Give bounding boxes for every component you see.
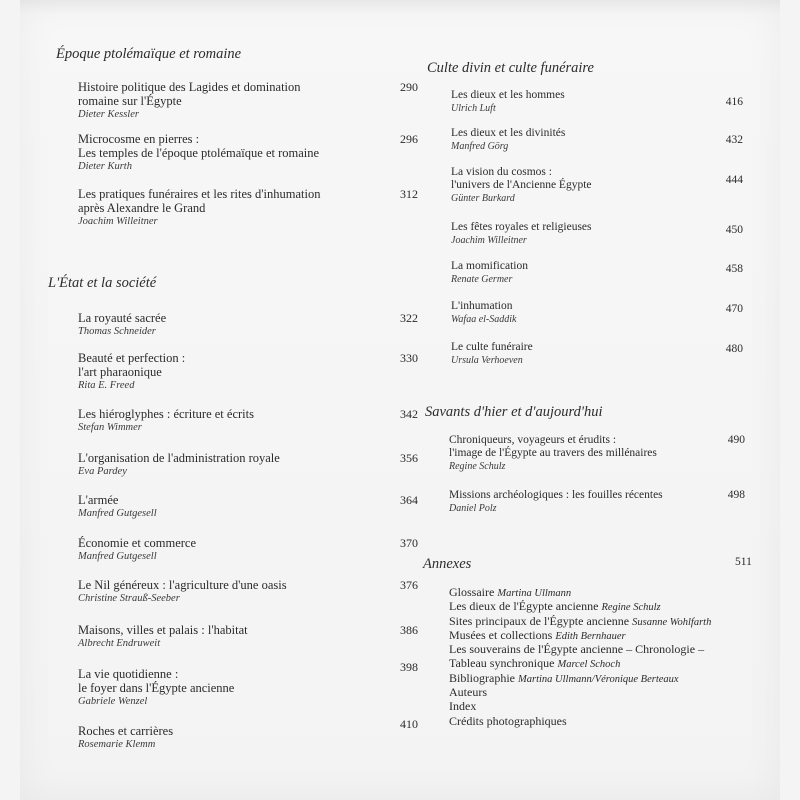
section-title: Savants d'hier et d'aujourd'hui bbox=[425, 404, 603, 420]
page-number: 480 bbox=[725, 343, 743, 355]
list-item: Index bbox=[449, 699, 477, 714]
toc-entry: Maisons, villes et palais : l'habitat Albrecht Endruweit 386 bbox=[78, 623, 418, 649]
list-item: Les dieux de l'Égypte ancienne Regine Schulz bbox=[449, 599, 661, 614]
list-item: Glossaire Martina Ullmann bbox=[449, 585, 572, 599]
page-number: 342 bbox=[400, 407, 418, 421]
section-title: Culte divin et culte funéraire bbox=[427, 60, 594, 76]
list-item: Crédits photographiques bbox=[449, 713, 567, 728]
toc-entry: Le culte funéraire Ursula Verhoeven 480 bbox=[451, 341, 743, 366]
page-number: 490 bbox=[727, 434, 745, 446]
page-number: 470 bbox=[725, 303, 743, 315]
section-title: Annexes bbox=[423, 556, 472, 572]
page-number: 458 bbox=[725, 263, 743, 275]
toc-entry: Histoire politique des Lagides et domination romaine sur l'Égypte Dieter Kessler 290 bbox=[78, 80, 418, 120]
toc-entry: La momification Renate Germer 458 bbox=[451, 260, 743, 285]
toc-entry: Les dieux et les divinités Manfred Görg 432 bbox=[451, 127, 743, 152]
section-title: L'État et la société bbox=[48, 275, 157, 291]
toc-entry: L'inhumation Wafaa el-Saddik 470 bbox=[451, 300, 743, 325]
page-number: 498 bbox=[727, 489, 745, 501]
page-number: 398 bbox=[400, 660, 418, 674]
toc-entry: Les pratiques funéraires et les rites d'inhumation après Alexandre le Grand Joachim Willeitner 312 bbox=[78, 187, 418, 227]
toc-entry: Missions archéologiques : les fouilles récentes Daniel Polz 498 bbox=[449, 489, 745, 514]
page-number: 450 bbox=[725, 224, 743, 236]
toc-entry: Les dieux et les hommes Ulrich Luft 416 bbox=[451, 89, 743, 114]
toc-entry: Roches et carrières Rosemarie Klemm 410 bbox=[78, 717, 418, 750]
page-number: 364 bbox=[400, 493, 418, 507]
section-title: Époque ptolémaïque et romaine bbox=[56, 46, 242, 62]
page-number: 410 bbox=[400, 717, 418, 731]
page-number: 312 bbox=[400, 187, 418, 201]
list-item: Sites principaux de l'Égypte ancienne Susanne Wohlfarth bbox=[449, 613, 712, 628]
page-number: 370 bbox=[400, 536, 418, 550]
page-number: 356 bbox=[400, 451, 418, 465]
page-number: 432 bbox=[725, 134, 743, 146]
toc-entry: Économie et commerce Manfred Gutgesell 370 bbox=[78, 536, 418, 562]
page-number: 322 bbox=[400, 311, 418, 325]
page-number: 290 bbox=[400, 80, 418, 94]
page-number: 416 bbox=[725, 96, 743, 108]
toc-entry: L'armée Manfred Gutgesell 364 bbox=[78, 493, 418, 519]
toc-entry: La royauté sacrée Thomas Schneider 322 bbox=[78, 311, 418, 337]
page-number: 511 bbox=[735, 556, 752, 568]
toc-entry: Chroniqueurs, voyageurs et érudits : l'image de l'Égypte au travers des millénaires Regine Schulz 490 bbox=[449, 434, 745, 472]
annex-list bbox=[449, 586, 749, 729]
page-number: 296 bbox=[400, 132, 418, 146]
toc-entry: La vie quotidienne : le foyer dans l'Égypte ancienne Gabriele Wenzel 398 bbox=[78, 660, 418, 707]
list-item: Tableau synchronique Marcel Schoch bbox=[449, 656, 621, 671]
toc-entry: Les hiéroglyphes : écriture et écrits Stefan Wimmer 342 bbox=[78, 407, 418, 433]
list-item: Les souverains de l'Égypte ancienne – Chronologie – bbox=[449, 642, 705, 657]
toc-entry: Les fêtes royales et religieuses Joachim Willeitner 450 bbox=[451, 221, 743, 246]
page-number: 444 bbox=[725, 174, 743, 186]
list-item: Auteurs bbox=[449, 685, 487, 700]
page-number: 386 bbox=[400, 623, 418, 637]
toc-entry: L'organisation de l'administration royale Eva Pardey 356 bbox=[78, 451, 418, 477]
toc-entry: Microcosme en pierres : Les temples de l'époque ptolémaïque et romaine Dieter Kurth 296 bbox=[78, 132, 418, 172]
page-number: 330 bbox=[400, 351, 418, 365]
toc-entry: La vision du cosmos : l'univers de l'Ancienne Égypte Günter Burkard 444 bbox=[451, 166, 743, 204]
toc-entry: Le Nil généreux : l'agriculture d'une oasis Christine Strauß-Seeber 376 bbox=[78, 578, 418, 604]
list-item: Bibliographie Martina Ullmann/Véronique Berteaux bbox=[449, 670, 679, 685]
page-number: 376 bbox=[400, 578, 418, 592]
list-item: Musées et collections Edith Bernhauer bbox=[449, 627, 626, 642]
toc-entry: Beauté et perfection : l'art pharaonique Rita E. Freed 330 bbox=[78, 351, 418, 391]
